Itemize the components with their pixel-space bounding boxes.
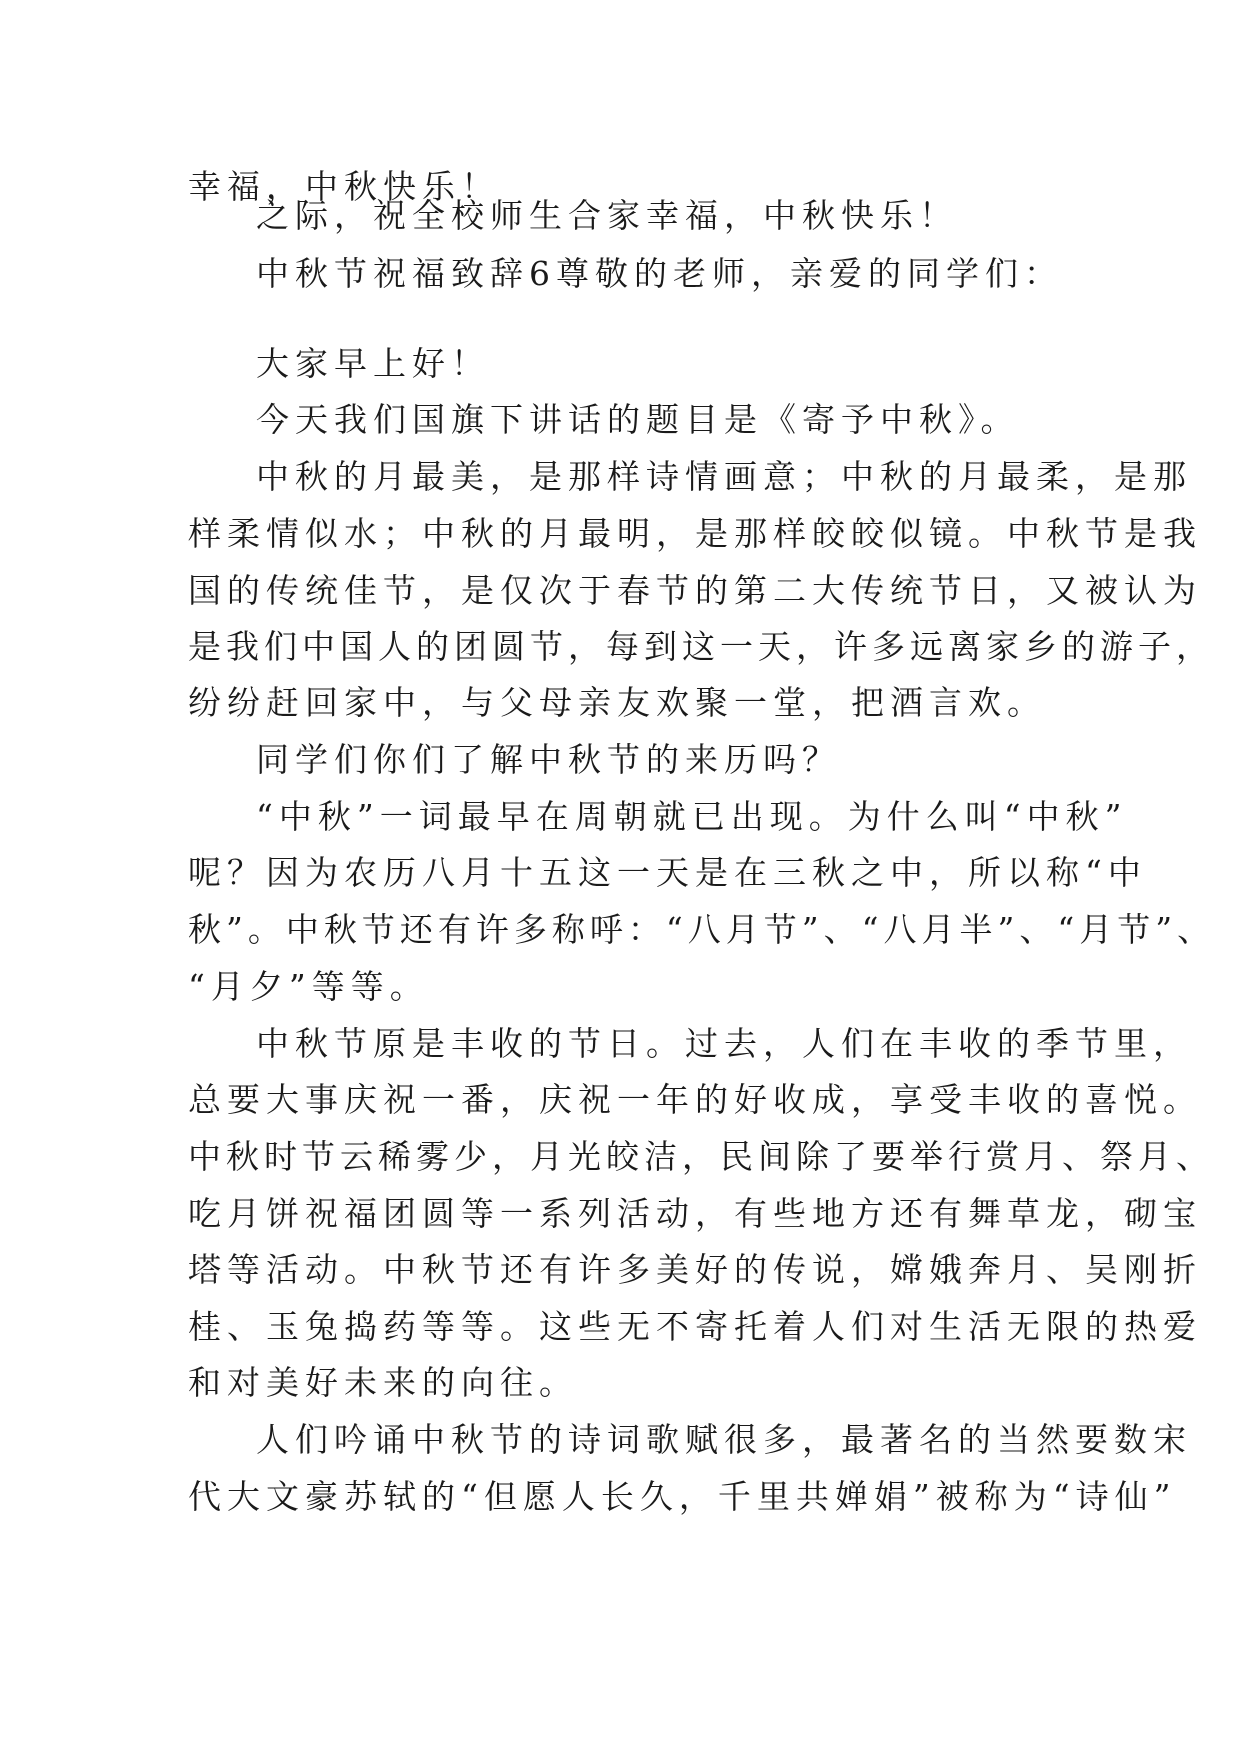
text-line-12: “中秋”一词最早在周朝就已出现。为什么叫“中秋” <box>256 797 1128 836</box>
text-line-16: 中秋节原是丰收的节日。过去，人们在丰收的季节里， <box>256 1024 1192 1063</box>
text-line-9: 是我们中国人的团圆节，每到这一天，许多远离家乡的游子， <box>188 627 1214 666</box>
text-line-3: 中秋节祝福致辞6尊敬的老师，亲爱的同学们： <box>256 254 1063 293</box>
text-line-19: 吃月饼祝福团圆等一系列活动，有些地方还有舞草龙，砌宝 <box>188 1194 1202 1233</box>
text-line-20: 塔等活动。中秋节还有许多美好的传说，嫦娥奔月、吴刚折 <box>188 1250 1202 1289</box>
text-line-2: 之际，祝全校师生合家幸福，中秋快乐！ <box>256 196 958 235</box>
text-line-15: “月夕”等等。 <box>188 967 429 1006</box>
text-line-4: 大家早上好！ <box>256 344 490 383</box>
text-line-14: 秋”。中秋节还有许多称呼：“八月节”、“八月半”、“月节”、 <box>188 910 1216 949</box>
text-line-24: 代大文豪苏轼的“但愿人长久，千里共婵娟”被称为“诗仙” <box>188 1477 1177 1516</box>
text-line-17: 总要大事庆祝一番，庆祝一年的好收成，享受丰收的喜悦。 <box>188 1080 1202 1119</box>
text-line-21: 桂、玉兔捣药等等。这些无不寄托着人们对生活无限的热爱 <box>188 1307 1202 1346</box>
text-line-7: 样柔情似水；中秋的月最明，是那样皎皎似镜。中秋节是我 <box>188 514 1202 553</box>
text-line-13: 呢？因为农历八月十五这一天是在三秋之中，所以称“中 <box>188 853 1147 892</box>
text-line-1: 幸福，中秋快乐！ <box>188 167 500 206</box>
text-line-23: 人们吟诵中秋节的诗词歌赋很多，最著名的当然要数宋 <box>256 1420 1192 1459</box>
text-line-18: 中秋时节云稀雾少，月光皎洁，民间除了要举行赏月、祭月、 <box>188 1137 1214 1176</box>
text-line-8: 国的传统佳节，是仅次于春节的第二大传统节日，又被认为 <box>188 571 1202 610</box>
text-line-10: 纷纷赶回家中，与父母亲友欢聚一堂，把酒言欢。 <box>188 683 1046 722</box>
text-line-22: 和对美好未来的向往。 <box>188 1363 578 1402</box>
text-line-11: 同学们你们了解中秋节的来历吗？ <box>256 740 841 779</box>
text-line-6: 中秋的月最美，是那样诗情画意；中秋的月最柔，是那 <box>256 457 1192 496</box>
text-line-5: 今天我们国旗下讲话的题目是《寄予中秋》。 <box>256 400 1020 439</box>
